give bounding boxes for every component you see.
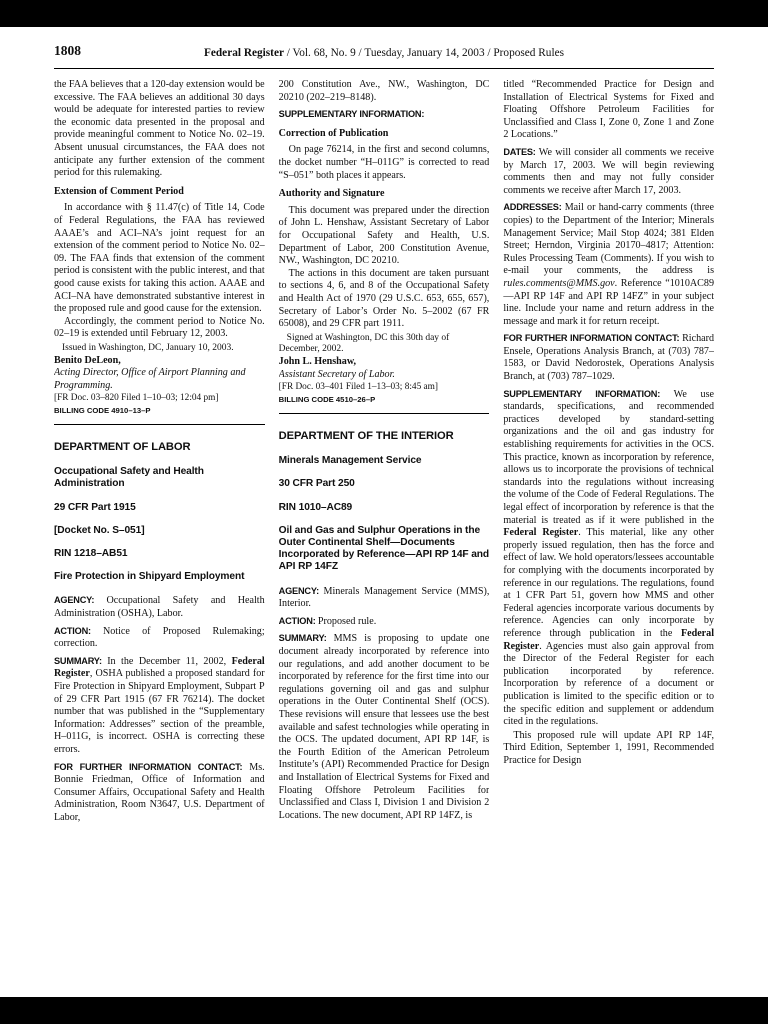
column-3 [503, 79, 714, 995]
text-run: , OSHA published a proposed standard for Fire Protection in Shipyard Employment, Subpart P of 29 CFR Part 1915 (67 FR 76214). The docket number that was published in the “Supplementary Information: Addresses” section of the preamble, H–011G, is incorrect. OSHA is correcting these errors. [54, 668, 265, 755]
text-run: 30 CFR Part 250 [278, 478, 355, 490]
text-block-dept [279, 430, 490, 443]
text-block-para [503, 730, 714, 768]
text-block-para [54, 316, 265, 341]
text-block-billing [54, 406, 265, 416]
text-run: titled “Recommended Practice for Design and Installation of Electrical Systems for Fixed and Floating Offshore Petroleum Facilities for Unclassified and Class I, Zone 0, Zone 1 and Zone 2 Locations.” [503, 79, 714, 141]
text-run: Signed at Washington, DC this 30th day of December, 2002. [278, 332, 450, 355]
field-label: SUMMARY: [54, 655, 108, 666]
text-block-issued [279, 333, 490, 357]
text-run: Assistant Secretary of Labor. [278, 368, 395, 380]
text-block-head [279, 128, 490, 141]
text-run: [FR Doc. 03–401 Filed 1–13–03; 8:45 am] [278, 382, 439, 393]
text-block-labelp [279, 585, 490, 611]
text-block-subhead [54, 466, 265, 490]
text-block-subhead [54, 502, 265, 514]
text-run: rules.comments@MMS.gov [503, 277, 615, 289]
text-block-issued [54, 343, 265, 355]
text-run: Fire Protection in Shipyard Employment [54, 571, 245, 583]
text-run: Proposed rule. [317, 615, 377, 627]
journal-name: Federal Register [203, 47, 284, 59]
field-label: ACTION: [54, 625, 103, 636]
text-block-labelp [279, 615, 490, 629]
column-1 [54, 79, 265, 995]
text-run: Notice of Proposed Rulemaking; correction. [54, 625, 265, 650]
text-block-labelp [503, 332, 714, 383]
text-block-dept [54, 441, 265, 454]
text-block-subhead [54, 548, 265, 560]
text-run: . Agencies must also gain approval from the Director of the Federal Register for each publication incorporated by reference. Incorporation by reference of a document or publication is limited to the specific edition or to the specific edition and supplement or addendum cited in the regulations. [503, 640, 714, 728]
text-run: Federal Register [54, 655, 265, 680]
text-block-sigtitle [54, 367, 265, 392]
text-run: This proposed rule will update API RP 14F, Third Edition, September 1, 1991, Recommended Practice for Design [503, 729, 714, 766]
text-run: Federal Register [503, 627, 714, 652]
text-run: In accordance with § 11.47(c) of Title 14, Code of Federal Regulations, the FAA has reviewed AAAE’s and ACI–NA’s joint request for an extension of the comment period to Notice No. 02–09. The FAA finds that extension of the comment period is consistent with the public interest, and that good cause exists for taking this action. AAAE and ACI–NA have demonstrated substantive interest in the proposed rule and good cause for the extension. [54, 202, 265, 315]
text-run: Acting Director, Office of Airport Planning and Programming. [54, 367, 246, 391]
text-block-subhead [279, 455, 490, 467]
text-block-signame [54, 355, 265, 368]
content-columns [54, 69, 714, 995]
text-run: We use standards, specifications, and recommended practices developed by standard-setting organizations and the oil and gas industry for establishing requirements for activities in the OCS. This practice, known as incorporation by reference, allows us to incorporate the provisions of technical standards into the regulations without increasing the volume of the Code of Federal Regulations. The legal effect of incorporation by reference is that the material is treated as if it were published in the [503, 388, 714, 526]
text-block-labelp [279, 108, 490, 122]
text-run: Accordingly, the comment period to Notice No. 02–19 is extended until February 12, 2003. [54, 315, 265, 340]
text-run: RIN 1218–AB51 [54, 548, 128, 560]
field-label: SUPPLEMENTARY INFORMATION: [278, 109, 425, 120]
text-run: DEPARTMENT OF LABOR [54, 441, 191, 454]
text-run: On page 76214, in the first and second columns, the docket number “H–011G” is corrected to read “S–051” both places it appears. [278, 144, 490, 181]
section-divider [279, 413, 490, 414]
field-label: ACTION: [278, 615, 318, 626]
text-block-labelp [503, 201, 714, 328]
text-block-labelp [503, 146, 714, 197]
text-block-docline [54, 393, 265, 405]
text-run: In the December 11, 2002, [107, 655, 232, 667]
page-edge-bottom [0, 997, 768, 1024]
field-label: FOR FURTHER INFORMATION CONTACT: [503, 333, 683, 344]
text-block-labelp [54, 625, 265, 651]
text-run: 200 Constitution Ave., NW., Washington, DC 20210 (202–219–8148). [278, 79, 490, 103]
text-run: Occupational Safety and Health Administration (OSHA), Labor. [54, 595, 265, 620]
text-run: The actions in this document are taken pursuant to sections 4, 6, and 8 of the Occupational Safety and Health Act of 1970 (29 U.S.C. 653, 655, 657), Secretary of Labor’s Order No. 5–2002 (67 FR 65008), and 29 CFR part 1911. [278, 267, 490, 330]
section-divider [54, 424, 265, 425]
text-run: Ms. Bonnie Friedman, Office of Information and Consumer Affairs, Occupational Safety and Health Administration, Room N3647, U.S. Department of Labor, [54, 761, 265, 823]
text-run: BILLING CODE 4510–26–P [278, 395, 376, 405]
text-block-head [279, 188, 490, 201]
text-run: MMS is proposing to update one document already incorporated by reference into our regulations, and add another document to be incorporated by reference for the first time into our regulations governing oil and gas and sulphur operations in the Outer Continental Shelf (OCS). These revisions will ensure that lessees use the best available and safest technologies while operating in the OCS. The updated document, API RP 14F, is the Fourth Edition of the American Petroleum Institute’s (API) Recommended Practice for Design and Installation of Electrical Systems for Fixed and Floating Offshore Petroleum Facilities for Unclassified and Class I, Division 1 and Division 2 Locations. The new document, API RP 14FZ, is [278, 633, 490, 821]
text-block-para [279, 144, 490, 182]
text-run: Authority and Signature [278, 188, 385, 200]
text-run: [Docket No. S–051] [54, 524, 145, 536]
text-block-subhead [279, 502, 490, 514]
text-block-labelp [54, 655, 265, 757]
field-label: AGENCY: [278, 585, 324, 596]
text-run: BILLING CODE 4910–13–P [54, 406, 151, 416]
page-number: 1808 [54, 43, 81, 58]
text-block-subhead [54, 571, 265, 583]
text-block-flush [54, 79, 265, 180]
journal-header-title [204, 47, 564, 59]
text-block-flush [503, 79, 714, 142]
text-run: . This material, like any other properly issued regulation, then has the force and effect of law. We hold operators/lessees accountable for complying with the documents incorporated by reference in our regulations. The regulations, found at 1 CFR Part 51, govern how MMS and other Federal agencies incorporate various documents by reference. Agencies can only incorporate by reference through publication in the [503, 527, 714, 639]
text-block-signame [279, 356, 490, 369]
text-block-docline [279, 382, 490, 394]
journal-issue-info: / Vol. 68, No. 9 / Tuesday, January 14, 2003 / Proposed Rules [283, 47, 564, 59]
text-run: We will consider all comments we receive by March 17, 2003. We will begin reviewing comments then and may not fully consider comments we receive after March 17, 2003. [503, 146, 714, 196]
text-block-labelp [279, 632, 490, 822]
text-block-labelp [54, 594, 265, 620]
text-run: RIN 1010–AC89 [278, 501, 353, 513]
text-run: Issued in Washington, DC, January 10, 2003. [62, 342, 234, 353]
text-block-head [54, 186, 265, 199]
field-label: SUMMARY: [278, 633, 334, 644]
text-run: [FR Doc. 03–820 Filed 1–10–03; 12:04 pm] [54, 393, 219, 404]
text-run: Oil and Gas and Sulphur Operations in the Outer Continental Shelf—Documents Incorporated by Reference—API RP 14F and API RP 14FZ [278, 524, 490, 573]
text-run: Occupational Safety and Health Administration [54, 466, 204, 490]
text-block-para [279, 268, 490, 331]
text-run: Correction of Publication [278, 127, 389, 139]
text-block-subhead [279, 525, 490, 574]
text-run: DEPARTMENT OF THE INTERIOR [278, 430, 454, 443]
text-run: This document was prepared under the direction of John L. Henshaw, Assistant Secretary of Labor for Occupational Safety and Health, U.S. Department of Labor, 200 Constitution Avenue, NW., Washington, DC 20210. [278, 204, 490, 267]
text-block-para [279, 205, 490, 268]
field-label: FOR FURTHER INFORMATION CONTACT: [54, 761, 250, 772]
text-run: Richard Ensele, Operations Analysis Branch, at (703) 787–1583, or David Nedorostek, Operations Analysis Branch, at (703) 787–1029. [503, 333, 714, 383]
text-block-labelp [54, 761, 265, 825]
text-block-sigtitle [279, 369, 490, 382]
field-label: ADDRESSES: [503, 202, 565, 213]
text-block-billing [279, 395, 490, 405]
text-block-subhead [279, 478, 490, 490]
text-run: Minerals Management Service [278, 455, 422, 467]
text-block-flush [279, 79, 490, 104]
federal-register-page [0, 27, 768, 997]
text-block-labelp [503, 388, 714, 729]
text-run: . Reference “1010AC89—API RP 14F and API RP 14FZ” in your subject line. Include your name and return address in the message and mark it for return receipt. [503, 277, 714, 327]
field-label: AGENCY: [54, 595, 107, 606]
column-2 [279, 79, 490, 995]
text-block-para [54, 202, 265, 315]
field-label: DATES: [503, 146, 539, 157]
page-edge-top [0, 0, 768, 27]
text-run: the FAA believes that a 120-day extension would be excessive. The FAA believes an additional 30 days would be adequate for interested parties to review the economic data presented in the proposal and provide meaningful comment to Notice No. 02–19. Absent unusual circumstances, the FAA does not anticipate any further extension of the comment period for this rulemaking. [54, 79, 265, 179]
text-run: Federal Register [503, 527, 579, 539]
page-header [54, 43, 714, 69]
text-run: Mail or hand-carry comments (three copies) to the Department of the Interior; Minerals Management Service; Mail Stop 4024; 381 Elden Street; Herndon, Virginia 20170–4817; Attention: Rules Processing Team (Comments). If you wish to e-mail your comments, the address is [503, 202, 714, 277]
text-run: Extension of Comment Period [54, 185, 184, 197]
text-run: John L. Henshaw, [278, 356, 357, 368]
text-run: 29 CFR Part 1915 [54, 501, 136, 513]
text-run: Minerals Management Service (MMS), Interior. [278, 585, 490, 610]
field-label: SUPPLEMENTARY INFORMATION: [503, 388, 674, 399]
text-block-subhead [54, 525, 265, 537]
text-run: Benito DeLeon, [54, 354, 121, 366]
